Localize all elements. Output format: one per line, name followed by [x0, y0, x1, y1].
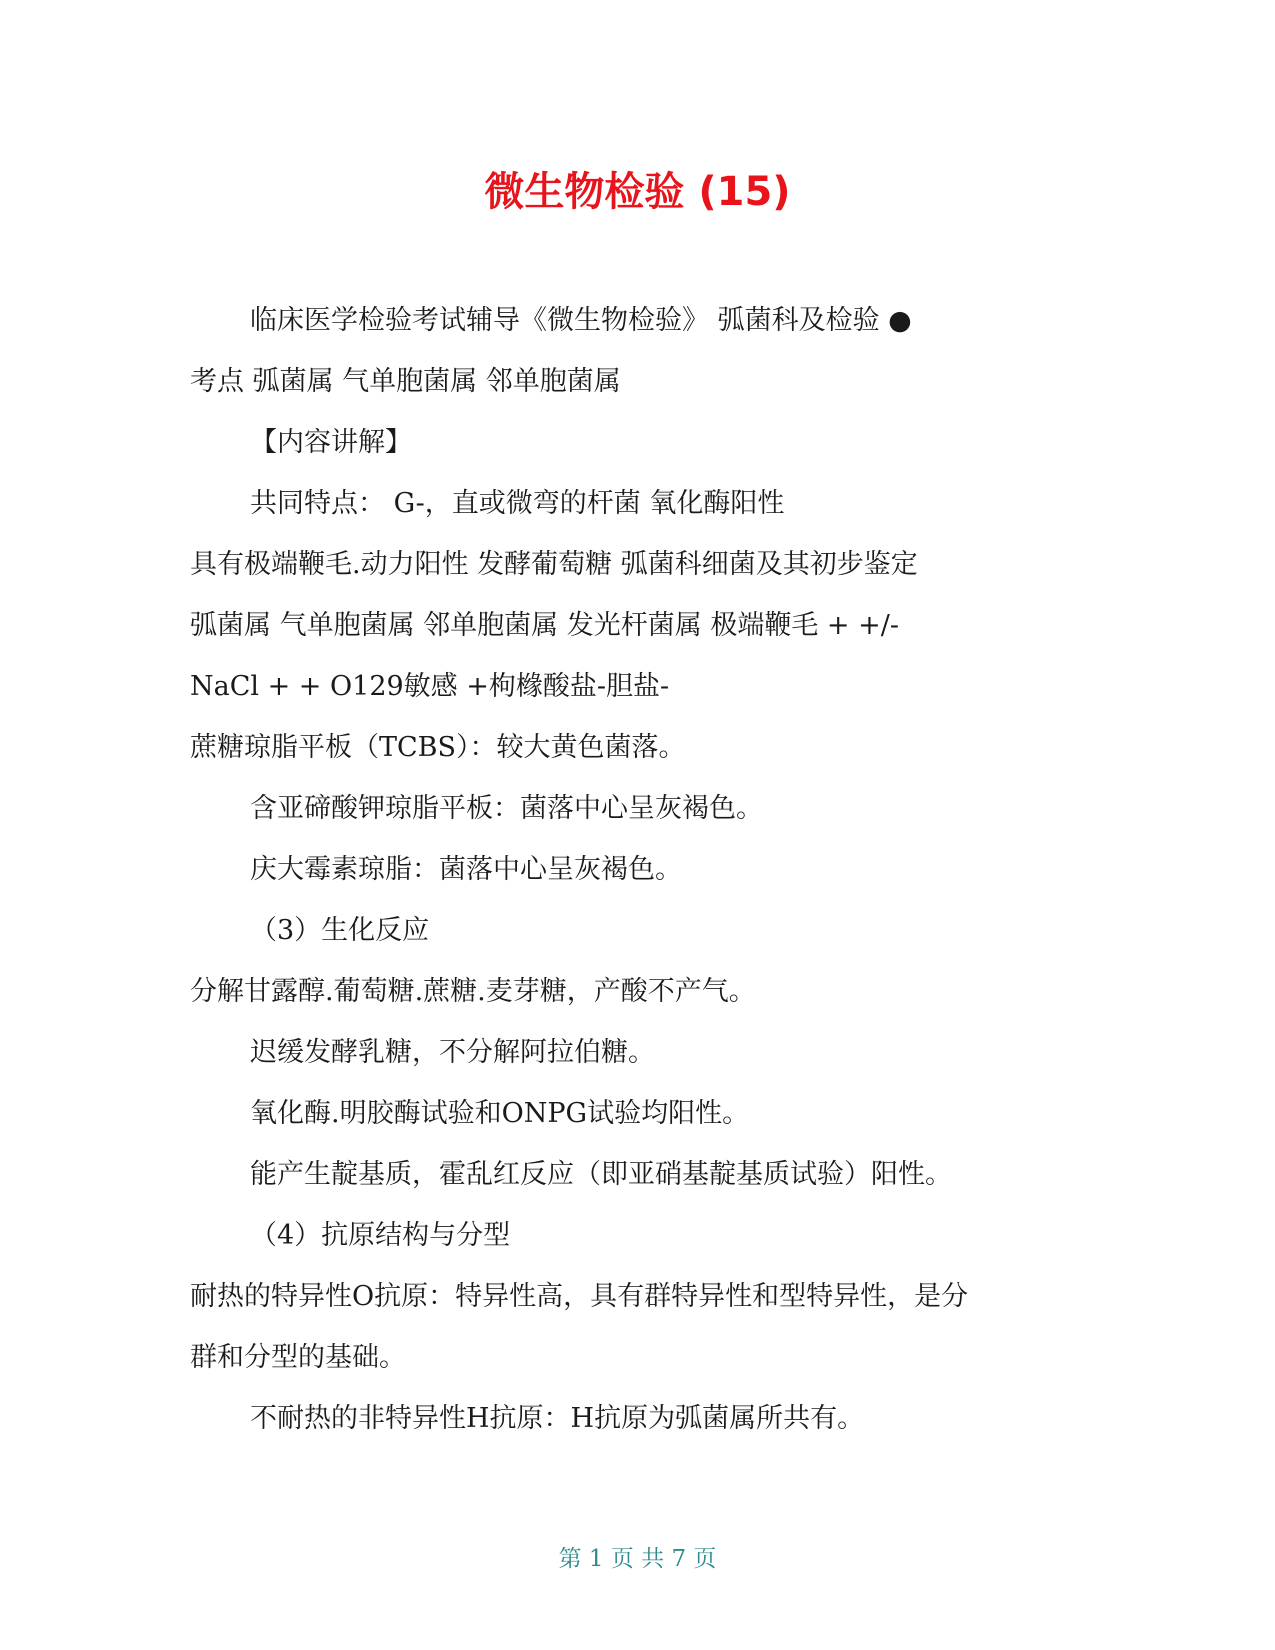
body-line-1: 临床医学检验考试辅导《微生物检验》 弧菌科及检验 ● [250, 305, 912, 336]
page-footer: 第 1 页 共 7 页 [558, 1546, 717, 1572]
body-line-9: 含亚碲酸钾琼脂平板：菌落中心呈灰褐色。 [250, 793, 763, 824]
body-line-12: 分解甘露醇.葡萄糖.蔗糖.麦芽糖，产酸不产气。 [190, 976, 756, 1007]
body-line-15: 能产生靛基质，霍乱红反应（即亚硝基靛基质试验）阳性。 [250, 1159, 952, 1190]
body-line-6: 弧菌属 气单胞菌属 邻单胞菌属 发光杆菌属 极端鞭毛 + +/- [190, 610, 899, 641]
body-line-14: 氧化酶.明胶酶试验和ONPG试验均阳性。 [250, 1098, 750, 1129]
body-line-7: NaCl + + O129敏感 +枸橼酸盐-胆盐- [190, 671, 670, 702]
body-line-11: （3）生化反应 [250, 915, 430, 946]
body-line-19: 不耐热的非特异性H抗原：H抗原为弧菌属所共有。 [250, 1403, 865, 1434]
body-line-8: 蔗糖琼脂平板（TCBS）：较大黄色菌落。 [190, 732, 686, 763]
body-line-4: 共同特点： G-，直或微弯的杆菌 氧化酶阳性 [250, 488, 785, 519]
body-line-3: 【内容讲解】 [250, 427, 412, 458]
document-title: 微生物检验 (15) [484, 169, 791, 215]
document-body [190, 290, 1090, 1449]
body-line-10: 庆大霉素琼脂：菌落中心呈灰褐色。 [250, 854, 682, 885]
body-line-17: 耐热的特异性O抗原：特异性高，具有群特异性和型特异性，是分 [190, 1281, 969, 1312]
body-line-16: （4）抗原结构与分型 [250, 1220, 511, 1251]
body-line-18: 群和分型的基础。 [190, 1342, 406, 1373]
body-line-13: 迟缓发酵乳糖，不分解阿拉伯糖。 [250, 1037, 655, 1068]
body-line-5: 具有极端鞭毛.动力阳性 发酵葡萄糖 弧菌科细菌及其初步鉴定 [190, 549, 918, 580]
body-line-2: 考点 弧菌属 气单胞菌属 邻单胞菌属 [190, 366, 621, 397]
